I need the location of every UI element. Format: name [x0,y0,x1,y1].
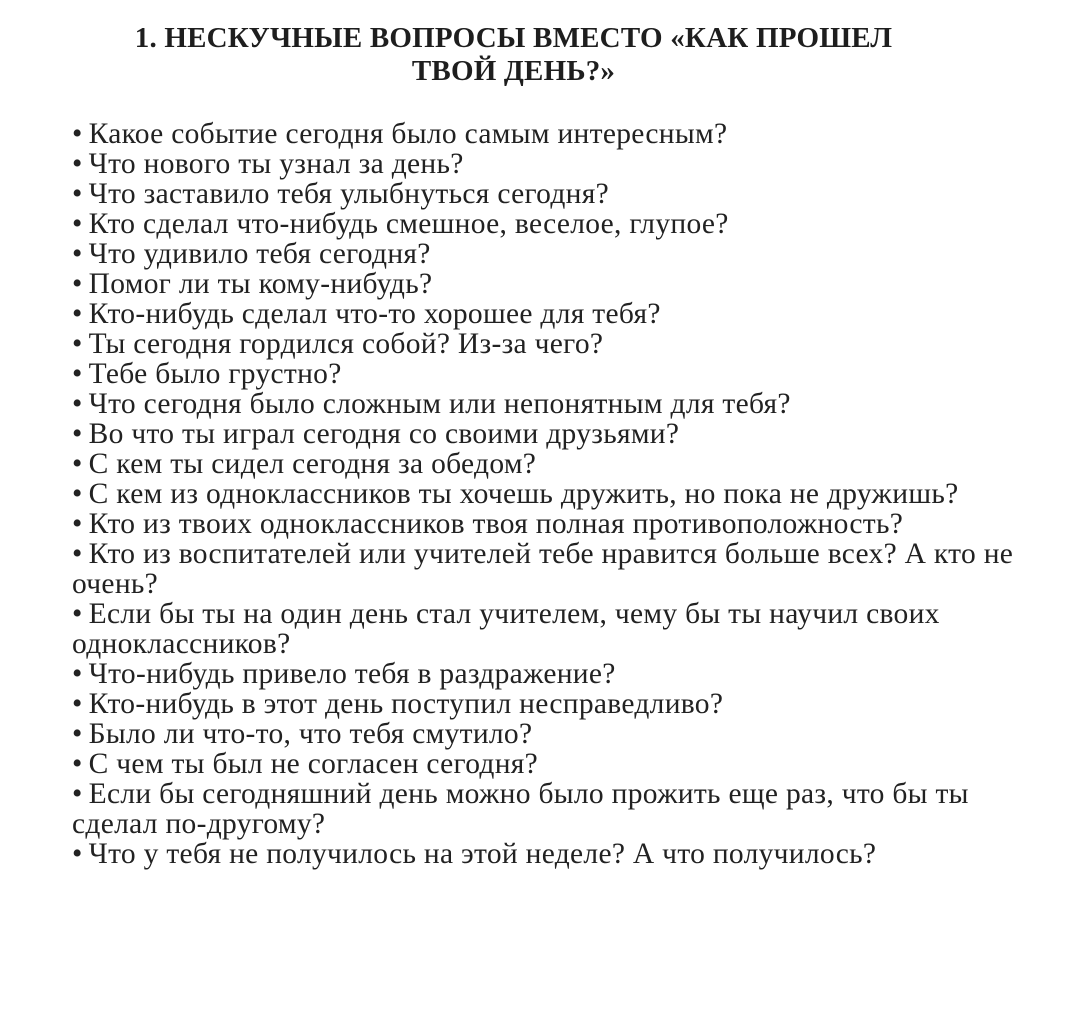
document-title: 1. НЕСКУЧНЫЕ ВОПРОСЫ ВМЕСТО «КАК ПРОШЕЛ ТВОЙ ДЕНЬ?» [134,22,893,87]
question-item [72,719,1020,749]
question-text: Было ли что-то, что тебя смутило? [88,718,533,750]
question-text: С кем ты сидел сегодня за обедом? [88,448,537,480]
question-item [72,119,1020,149]
question-text: Помог ли ты кому-нибудь? [88,268,433,300]
question-item [72,659,1020,689]
question-item [72,299,1020,329]
bullet-icon: • [72,178,83,210]
question-item [72,179,1020,209]
bullet-icon: • [72,778,83,810]
bullet-icon: • [72,208,83,240]
bullet-icon: • [72,748,83,780]
bullet-icon: • [72,838,83,870]
question-item [72,779,1020,839]
question-text: Какое событие сегодня было самым интересным? [88,118,728,150]
question-item [72,149,1020,179]
bullet-icon: • [72,688,83,720]
question-text: Что нового ты узнал за день? [88,148,464,180]
bullet-icon: • [72,478,83,510]
bullet-icon: • [72,148,83,180]
question-item [72,419,1020,449]
question-text: Кто-нибудь в этот день поступил несправедливо? [88,688,724,720]
question-item [72,539,1020,599]
question-text: Если бы сегодняшний день можно было прожить еще раз, что бы ты сделал по-другому? [72,778,969,840]
question-item [72,329,1020,359]
question-item [72,389,1020,419]
question-item [72,509,1020,539]
question-text: Кто из твоих одноклассников твоя полная противоположность? [88,508,904,540]
bullet-icon: • [72,298,83,330]
question-item [72,599,1020,659]
bullet-icon: • [72,658,83,690]
question-text: Тебе было грустно? [88,358,342,390]
bullet-icon: • [72,598,83,630]
bullet-icon: • [72,268,83,300]
question-item [72,479,1020,509]
question-text: Ты сегодня гордился собой? Из-за чего? [88,328,604,360]
question-text: Во что ты играл сегодня со своими друзьями? [88,418,680,450]
question-item [72,269,1020,299]
bullet-icon: • [72,508,83,540]
bullet-icon: • [72,538,83,570]
question-item [72,689,1020,719]
question-text: Кто из воспитателей или учителей тебе нравится больше всех? А кто не очень? [72,538,1014,600]
question-text: Что у тебя не получилось на этой неделе? А что получилось? [88,838,877,870]
question-item [72,359,1020,389]
question-item [72,449,1020,479]
question-text: Кто сделал что-нибудь смешное, веселое, глупое? [88,208,729,240]
question-text: С кем из одноклассников ты хочешь дружить, но пока не дружишь? [88,478,959,510]
question-text: Кто-нибудь сделал что-то хорошее для тебя? [88,298,661,330]
question-text: Если бы ты на один день стал учителем, чему бы ты научил своих одноклассников? [72,598,940,660]
bullet-icon: • [72,238,83,270]
question-item [72,239,1020,269]
questions-list [72,119,1020,869]
question-text: С чем ты был не согласен сегодня? [88,748,539,780]
bullet-icon: • [72,418,83,450]
question-item [72,839,1020,869]
question-item [72,749,1020,779]
question-text: Что заставило тебя улыбнуться сегодня? [88,178,609,210]
bullet-icon: • [72,118,83,150]
question-text: Что-нибудь привело тебя в раздражение? [88,658,616,690]
question-text: Что сегодня было сложным или непонятным для тебя? [88,388,791,420]
bullet-icon: • [72,328,83,360]
question-text: Что удивило тебя сегодня? [88,238,431,270]
bullet-icon: • [72,358,83,390]
bullet-icon: • [72,448,83,480]
bullet-icon: • [72,388,83,420]
bullet-icon: • [72,718,83,750]
question-item [72,209,1020,239]
